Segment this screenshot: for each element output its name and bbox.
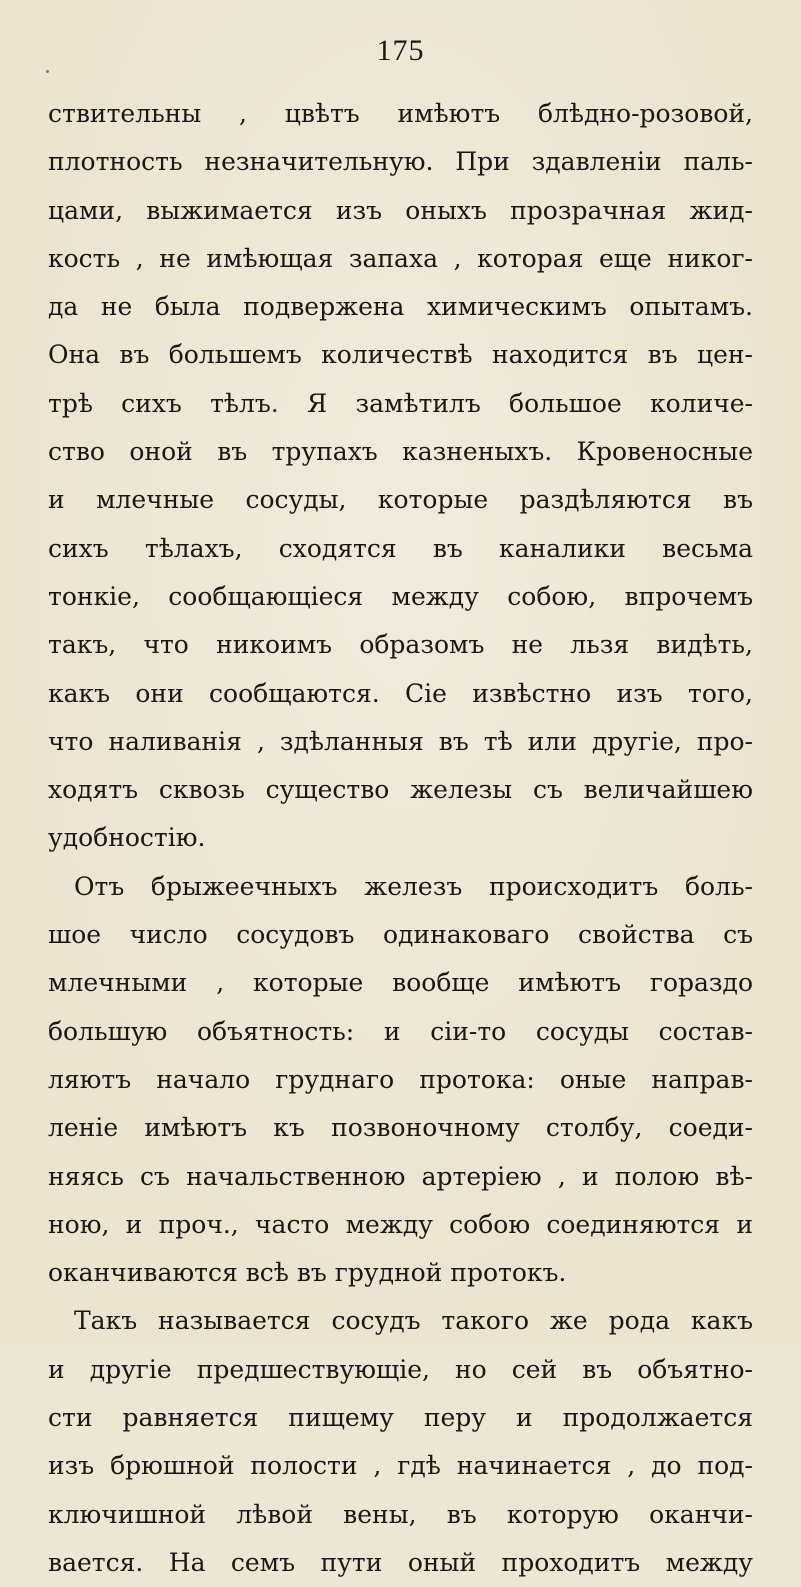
page-number: 175 xyxy=(376,34,425,67)
text-line: цами, выжимается изъ оныхъ прозрачная жид- xyxy=(48,195,753,225)
text-line: няясь съ начальственною артеріею , и полою вѣ- xyxy=(48,1161,753,1191)
text-line: кость , не имѣющая запаха , которая еще никог- xyxy=(48,243,753,273)
text-line: тонкіе, сообщающіеся между собою, впрочемъ xyxy=(48,581,753,611)
text-line: шое число сосудовъ одинаковаго свойства съ xyxy=(48,920,753,950)
text-line: удобностію. xyxy=(48,823,206,853)
paper-speck xyxy=(46,70,49,73)
text-line: изъ брюшной полости , гдѣ начинается , до под- xyxy=(48,1451,753,1481)
text-line: ляютъ начало груднаго протока: оные направ- xyxy=(48,1064,753,1094)
text-line: Отъ брыжеечныхъ железъ происходитъ боль- xyxy=(74,871,753,901)
text-line: ство оной въ трупахъ казненыхъ. Кровеносные xyxy=(48,437,753,467)
text-line: сти равняется пищему перу и продолжается xyxy=(48,1403,753,1433)
text-line: какъ они сообщаются. Сіе извѣстно изъ того, xyxy=(48,678,753,708)
text-line: Такъ называется сосудъ такого же рода какъ xyxy=(74,1306,753,1336)
text-line: ствительны , цвѣтъ имѣютъ блѣдно-розовой, xyxy=(48,99,753,128)
text-line: ною, и проч., часто между собою соединяются и xyxy=(48,1209,753,1239)
text-line: что наливанія , здѣланныя въ тѣ или другіе, про- xyxy=(48,726,753,756)
body-text xyxy=(48,90,753,1587)
text-line: трѣ сихъ тѣлъ. Я замѣтилъ большое количе- xyxy=(48,388,753,418)
text-line: сихъ тѣлахъ, сходятся въ каналики весьма xyxy=(48,533,753,563)
text-line: такъ, что никоимъ образомъ не льзя видѣть, xyxy=(48,630,753,660)
text-line: леніе имѣютъ къ позвоночному столбу, соеди- xyxy=(48,1113,753,1143)
text-line: и млечные сосуды, которые раздѣляются въ xyxy=(48,485,753,515)
text-line: вается. На семъ пути оный проходитъ между xyxy=(48,1547,753,1577)
text-line: млечными , которые вообще имѣютъ гораздо xyxy=(48,968,753,998)
text-line: плотность незначительную. При здавленіи паль- xyxy=(48,147,753,177)
text-line: Она въ большемъ количествѣ находится въ цен- xyxy=(48,340,753,370)
text-line: большую объятность: и сіи-то сосуды состав- xyxy=(48,1016,753,1046)
text-line: ключишной лѣвой вены, въ которую оканчи- xyxy=(48,1499,753,1529)
text-line: оканчиваются всѣ въ грудной протокъ. xyxy=(48,1258,567,1288)
text-line: да не была подвержена химическимъ опытамъ. xyxy=(48,292,753,322)
text-line: и другіе предшествующіе, но сей въ объятно- xyxy=(48,1354,753,1384)
text-line: ходятъ сквозь существо железы съ величайшею xyxy=(48,775,753,805)
